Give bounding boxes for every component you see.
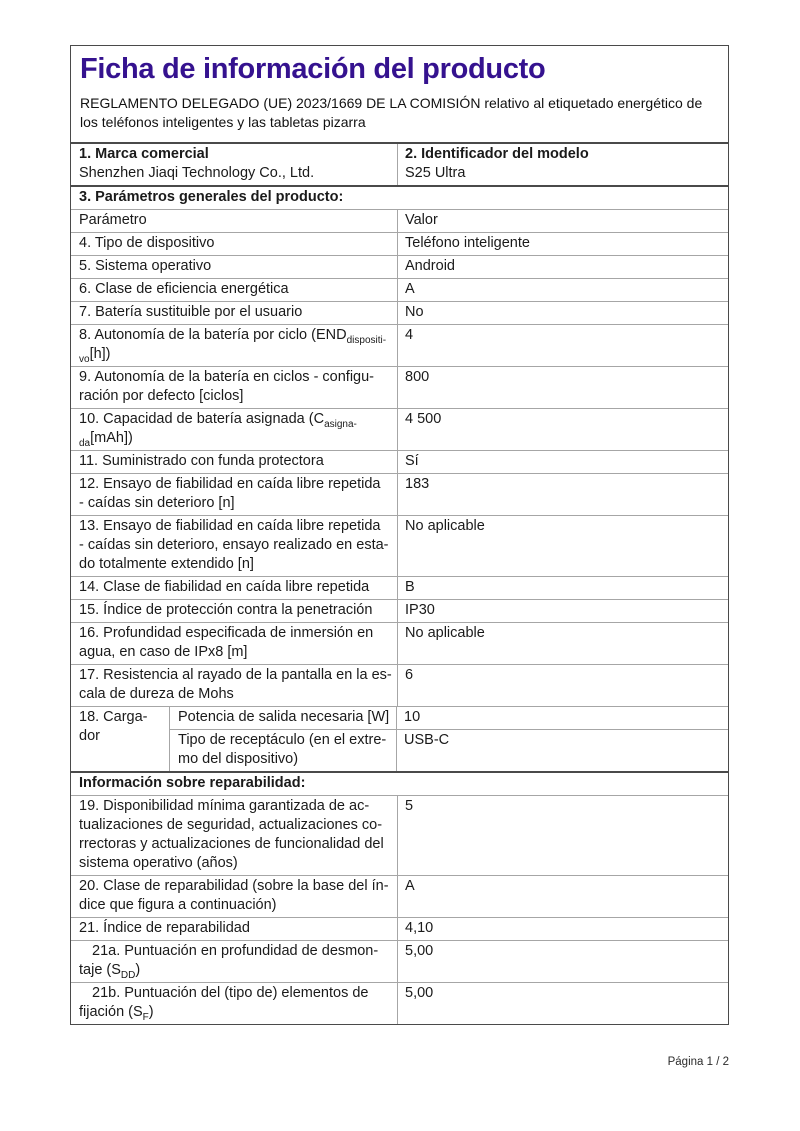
- table-row: [71, 664, 728, 706]
- param-label: 21a. Puntuación en profundidad de desmon- taje $(S_{DD})$: [71, 941, 398, 982]
- param-label: 8. Autonomía de la batería por ciclo ($END_{dispositi-}$ $_{vo}$[h]): [71, 325, 398, 366]
- param-value: 4 500: [405, 411, 442, 428]
- brand-cell: [71, 144, 398, 185]
- table-row: [71, 875, 728, 917]
- param-label: 16. Profundidad especificada de inmersión en agua, en caso de IPx8 [m]: [71, 623, 398, 664]
- param-label: 15. Índice de protección contra la penetración: [71, 600, 398, 622]
- param-value: No: [405, 304, 424, 321]
- charger-item-row: [170, 729, 728, 771]
- table-row: [71, 255, 728, 278]
- param-label: Parámetro: [71, 210, 398, 232]
- page-title: Ficha de información del producto: [80, 53, 546, 85]
- charger-items: [170, 707, 728, 771]
- param-label: 21. Índice de reparabilidad: [71, 918, 398, 940]
- param-label: 20. Clase de reparabilidad (sobre la base del ín- dice que figura a continuación): [71, 876, 398, 917]
- param-value: Valor: [405, 212, 438, 229]
- param-label: 10. Capacidad de batería asignada ($C_{asigna-}$ $_{da}$[mAh]): [71, 409, 398, 450]
- table-row: [71, 450, 728, 473]
- table-row: [71, 278, 728, 301]
- param-value: 4: [405, 327, 414, 344]
- param-value: Teléfono inteligente: [405, 235, 530, 252]
- param-value: USB-C: [404, 732, 450, 749]
- param-label: 7. Batería sustituible por el usuario: [71, 302, 398, 324]
- table-row: [71, 599, 728, 622]
- page-number: Página 1 / 2: [667, 1056, 729, 1068]
- param-value: No aplicable: [405, 625, 485, 642]
- table-row: [71, 622, 728, 664]
- param-value: 5,00: [405, 943, 434, 960]
- param-value: 5,00: [405, 985, 434, 1002]
- table-row: [71, 232, 728, 255]
- param-label: 4. Tipo de dispositivo: [71, 233, 398, 255]
- param-value: 5: [405, 798, 414, 815]
- table-row: [71, 940, 728, 982]
- table-row: [71, 408, 728, 450]
- model-value: S25 Ultra: [405, 165, 466, 182]
- model-cell: [398, 144, 728, 185]
- product-fiche: [70, 45, 729, 1025]
- param-label: Tipo de receptáculo (en el extre- mo del dispositivo): [170, 730, 397, 771]
- brand-row: [71, 142, 728, 185]
- param-label: 12. Ensayo de fiabilidad en caída libre repetida - caídas sin deterioro [n]: [71, 474, 398, 515]
- table-row: [71, 324, 728, 366]
- model-header: 2. Identificador del modelo: [405, 146, 589, 163]
- param-label: 14. Clase de fiabilidad en caída libre repetida: [71, 577, 398, 599]
- charger-item-row: [170, 707, 728, 729]
- section-label: Información sobre reparabilidad:: [79, 775, 306, 792]
- table-row: [71, 366, 728, 408]
- param-label: 17. Resistencia al rayado de la pantalla en la es- cala de dureza de Mohs: [71, 665, 398, 706]
- param-value: 10: [404, 709, 421, 726]
- param-label: 21b. Puntuación del (tipo de) elementos de fijación $(S_F)$: [71, 983, 398, 1024]
- param-label: 11. Suministrado con funda protectora: [71, 451, 398, 473]
- param-value: IP30: [405, 602, 435, 619]
- param-value: 800: [405, 369, 430, 386]
- param-value: Android: [405, 258, 455, 275]
- param-value: Sí: [405, 453, 419, 470]
- fiche-table: [71, 142, 728, 1024]
- section-label: 3. Parámetros generales del producto:: [79, 189, 344, 206]
- param-label: 5. Sistema operativo: [71, 256, 398, 278]
- param-label: 13. Ensayo de fiabilidad en caída libre repetida - caídas sin deterioro, ensayo realizado en esta- do totalmente extendido [n]: [71, 516, 398, 576]
- brand-value: Shenzhen Jiaqi Technology Co., Ltd.: [79, 165, 315, 182]
- charger-row: [71, 706, 728, 771]
- table-row: [71, 917, 728, 940]
- brand-header: 1. Marca comercial: [79, 146, 209, 163]
- param-value: A: [405, 878, 415, 895]
- param-label: 19. Disponibilidad mínima garantizada de ac- tualizaciones de seguridad, actualizaciones co- rrectoras y actualizaciones de funcionalidad del sistema operativo (años): [71, 796, 398, 875]
- param-label: 9. Autonomía de la batería en ciclos - configu- ración por defecto [ciclos]: [71, 367, 398, 408]
- fiche-header: [71, 46, 728, 142]
- table-row: [71, 795, 728, 875]
- param-value: B: [405, 579, 415, 596]
- param-value: No aplicable: [405, 518, 485, 535]
- table-row: [71, 982, 728, 1024]
- param-value: A: [405, 281, 415, 298]
- param-label: Potencia de salida necesaria [W]: [170, 707, 397, 729]
- charger-label: 18. Carga- dor: [71, 707, 170, 771]
- param-value: 6: [405, 667, 414, 684]
- param-value: 4,10: [405, 920, 434, 937]
- table-row: [71, 473, 728, 515]
- section-row: [71, 185, 728, 209]
- param-value: 183: [405, 476, 430, 493]
- table-row: [71, 515, 728, 576]
- regulation-subtitle: REGLAMENTO DELEGADO (UE) 2023/1669 DE LA COMISIÓN relativo al etiquetado energético de los teléfonos inteligentes y las tabletas pizarra: [80, 95, 703, 131]
- table-row: [71, 301, 728, 324]
- table-row: [71, 209, 728, 232]
- section-row: [71, 771, 728, 795]
- table-row: [71, 576, 728, 599]
- param-label: 6. Clase de eficiencia energética: [71, 279, 398, 301]
